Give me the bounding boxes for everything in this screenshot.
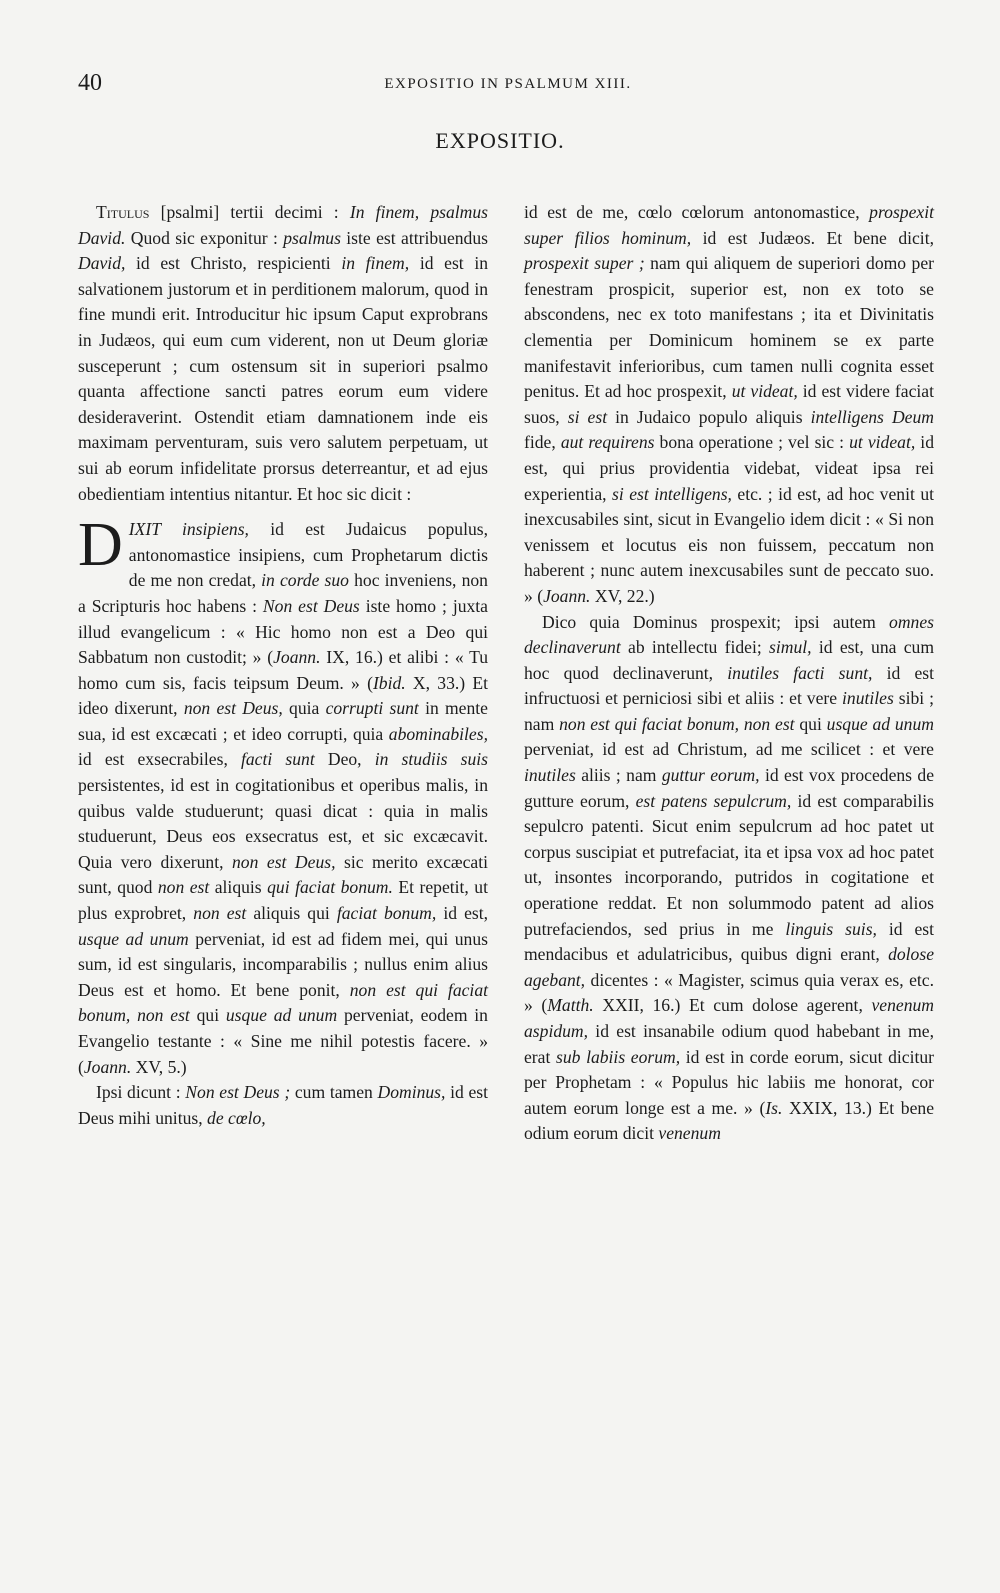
italic-run: IXIT insipiens, [128, 519, 249, 540]
text-run: qui [189, 1005, 226, 1026]
italic-run: Joann. [543, 585, 591, 606]
text-run: iste homo ; juxta illud evangelicum : « Hic homo non est a Deo qui Sabbatum non custodit; » ( [78, 595, 488, 668]
text-run: XXII, 16.) Et cum dolose agerent, [593, 995, 872, 1016]
text-run: id est Judæos. Et bene dicit, [691, 227, 934, 248]
text-run: Et repetit, ut plus exprobret, [78, 877, 488, 924]
italic-run: Non est Deus ; [185, 1082, 291, 1103]
text-run: id est in salvationem justorum et in perditionem malorum, quod in fine mundi erit. Introducitur hic ipsum Caput exprobrans in Judæos, qui eum cum viderent, non ut Deum gloriæ susceperunt ; cum ostensum sit in superiori psalmo quanta affectione sancti patres eorum eum videre desideraverint. Ostendit etiam damnationem inde eis maximam perventuram, suis vero salutem perpetuam, ut sui ab eorum infidelitate prorsus deterreantur, et ad ejus obedientiam intentius nitantur. Et hoc sic dicit : [78, 253, 489, 504]
text-run: sibi ; nam [524, 688, 935, 734]
italic-run: in corde suo [261, 570, 349, 591]
italic-run: ut videat, [731, 381, 798, 402]
italic-run: si est [567, 406, 608, 427]
text-run: id est, qui prius providentia videbat, videat ipsa rei experientia, [524, 432, 934, 504]
italic-run: in studiis suis [374, 749, 488, 770]
text-run: in mente sua, id est excæcati ; et ideo corrupti, quia [78, 698, 488, 744]
italic-run: faciat bonum, [336, 903, 437, 924]
text-run: Dico quia Dominus prospexit; ipsi autem [542, 611, 890, 632]
italic-run: Ibid. [372, 672, 406, 693]
italic-run: abominabiles, [388, 723, 488, 744]
italic-run: Joann. [273, 647, 321, 668]
italic-run: de cœlo, [207, 1107, 266, 1128]
italic-run: corrupti sunt [325, 698, 419, 719]
italic-run: non est qui faciat bonum, non est [78, 979, 488, 1026]
text-run: id est infructuosi et perniciosi sibi et aliis : et vere [524, 662, 934, 709]
italic-run: inutiles facti sunt, [727, 662, 873, 683]
text-run: iste est attribuendus [340, 227, 488, 248]
italic-run: psalmus [283, 227, 341, 248]
left-paragraph-2 [78, 511, 489, 1080]
italic-run: David, [78, 253, 126, 274]
text-run: id est Deus mihi unitus, [78, 1082, 488, 1128]
right-paragraph-1 [524, 200, 934, 610]
text-run: aliquis [209, 877, 268, 898]
italic-run: intelligens Deum [810, 406, 934, 427]
right-column [524, 200, 934, 1147]
italic-run: inutiles [842, 688, 894, 709]
text-run: [psalmi] tertii decimi : [149, 202, 350, 222]
italic-run: inutiles [524, 765, 576, 786]
text-run: perveniat, id est ad fidem mei, qui unus sum, id est singularis, incomparabilis ; nullus enim alius Deus est et homo. Et bene ponit, [78, 928, 488, 1000]
text-run: id est insanabile odium quod habebant in me, erat [524, 1021, 934, 1067]
right-paragraph-2 [524, 610, 934, 1147]
italic-run: qui faciat bonum. [267, 877, 393, 898]
text-run: sic merito excæcati sunt, quod [78, 851, 489, 898]
italic-run: simul, [769, 637, 812, 658]
italic-run: usque ad unum [78, 928, 189, 949]
italic-run: omnes declinaverunt [524, 611, 934, 658]
italic-run: non est Deus, [183, 698, 283, 719]
text-run: id est mendacibus et adulatricibus, quibus digni erant, [524, 918, 934, 965]
text-run: aliquis qui [246, 903, 337, 924]
italic-run: Dominus, [377, 1082, 446, 1103]
text-run: etc. ; id est, ad hoc venit ut inexcusabiles sint, sicut in Evangelio idem dicit : « Si non venissem et locutus eis non fuissem, peccatum non haberent ; nunc autem inexcusabiles sunt de peccato suo. » ( [524, 483, 935, 606]
text-run: nam qui aliquem de superiori domo per fenestram prospicit, superior est, non ex toto se abscondens, nec ex toto manifestans ; ita et Divinitatis clementia per Dominicum hominem se ex parte manifestavit inferioribus, cum tamen nulli cognita esset penitus. Et ad hoc prospexit, [524, 253, 935, 402]
italic-run: Matth. [547, 995, 594, 1016]
italic-run: linguis suis, [785, 918, 877, 939]
italic-run: venenum [658, 1123, 721, 1144]
text-run: persistentes, id est in cogitationibus et operibus malis, in quibus valde studuerunt; quasi dicat : quia in malis studuerunt, Deus eos exsecratus est, et sic excæcavit. Quia vero dixerunt, [78, 775, 488, 872]
italic-run: si est intelligens, [612, 483, 732, 504]
drop-initial: D [78, 511, 123, 580]
italic-run: in finem, [341, 253, 410, 274]
italic-run: non est Deus, [232, 851, 336, 872]
italic-run: Joann. [83, 1056, 132, 1077]
left-paragraph-2-text [78, 511, 489, 1077]
italic-run: Non est Deus [262, 595, 360, 616]
text-run: fide, [524, 432, 561, 453]
small-caps-run: Titulus [96, 202, 150, 222]
text-run: id est Judaicus populus, antonomastice insipiens, cum Prophetarum dictis de me non credat, [128, 519, 488, 591]
text-run: ab intellectu fidei; [620, 637, 770, 658]
italic-run: ut videat, [849, 432, 916, 453]
italic-run: aut requirens [560, 432, 655, 453]
italic-run: non est [157, 877, 210, 898]
text-run: IX, 16.) et alibi : « Tu homo cum sis, facis teipsum Deum. » ( [78, 647, 488, 693]
text-run: hoc inveniens, non a Scripturis hoc habens : [78, 570, 488, 616]
text-run: id est comparabilis sepulcro patenti. Sicut enim sepulcrum ad hoc patet ut corpus suscipiat et putrefaciat, ita et ipsa vox ad hoc patet ut, insontes incorporando, putridos in cogitatione et operatione reddat. Et non solummodo patent ad alios putrefaciendos, sed prius in me [524, 790, 934, 939]
text-run: perveniat, eodem in Evangelio testante : « Sine me nihil potestis facere. » ( [78, 1005, 488, 1077]
text-run: Ipsi dicunt : [96, 1082, 186, 1103]
italic-run: prospexit super filios hominum, [524, 202, 934, 248]
text-run: XXIX, 13.) Et bene odium eorum dicit [524, 1097, 934, 1144]
text-run: id est Christo, respicienti [125, 253, 342, 274]
italic-run: venenum aspidum, [524, 995, 934, 1041]
italic-run: Is. [765, 1097, 783, 1118]
text-run: bona operatione ; vel sic : [654, 432, 850, 453]
text-run: id est videre faciat suos, [524, 381, 934, 427]
left-column [78, 200, 488, 1131]
text-run: qui [794, 713, 827, 734]
italic-run: In finem, psalmus David. [78, 202, 489, 248]
text-run: in Judaico populo aliquis [607, 406, 811, 427]
text-run: quia [282, 698, 326, 719]
text-run: id est, [436, 903, 489, 924]
italic-run: est patens sepulcrum, [635, 790, 792, 811]
text-run: id est vox procedens de gutture eorum, [524, 765, 935, 811]
section-heading: EXPOSITIO. [435, 128, 565, 153]
left-paragraph-1 [78, 200, 488, 507]
text-run: aliis ; nam [575, 765, 662, 786]
italic-run: guttur eorum, [661, 765, 760, 786]
text-run: XV, 22.) [590, 585, 655, 606]
italic-run: prospexit super ; [524, 253, 645, 274]
running-head [78, 70, 938, 98]
text-run: Deo, [314, 749, 375, 770]
text-run: id est, una cum hoc quod declinaverunt, [524, 637, 935, 683]
italic-run: sub labiis eorum, [556, 1046, 681, 1067]
italic-run: facti sunt [241, 749, 315, 770]
text-run: id est de me, cœlo cœlorum antonomastice, [524, 202, 870, 222]
italic-run: non est [193, 903, 247, 924]
text-run: perveniat, id est ad Christum, ad me scilicet : et vere [524, 739, 934, 760]
italic-run: dolose agebant, [524, 944, 934, 990]
italic-run: usque ad unum [225, 1005, 338, 1026]
text-run: id est in corde eorum, sicut dicitur per Prophetam : « Populus hic labiis me honorat, cor autem eorum longe est a me. » ( [524, 1046, 935, 1118]
page-number: 40 [78, 70, 102, 96]
text-run: X, 33.) Et ideo dixerunt, [78, 672, 488, 719]
text-run: Quod sic exponitur : [125, 227, 284, 248]
text-run: XV, 5.) [131, 1056, 187, 1077]
text-run: dicentes : « Magister, scimus quia verax es, etc. » ( [524, 969, 934, 1016]
text-run: id est exsecrabiles, [78, 749, 241, 770]
running-title: EXPOSITIO IN PSALMUM XIII. [384, 76, 632, 92]
text-run: cum tamen [290, 1082, 378, 1103]
italic-run: non est qui faciat bonum, non est [559, 713, 795, 734]
italic-run: usque ad unum [826, 713, 934, 734]
left-paragraph-3 [78, 1080, 488, 1131]
